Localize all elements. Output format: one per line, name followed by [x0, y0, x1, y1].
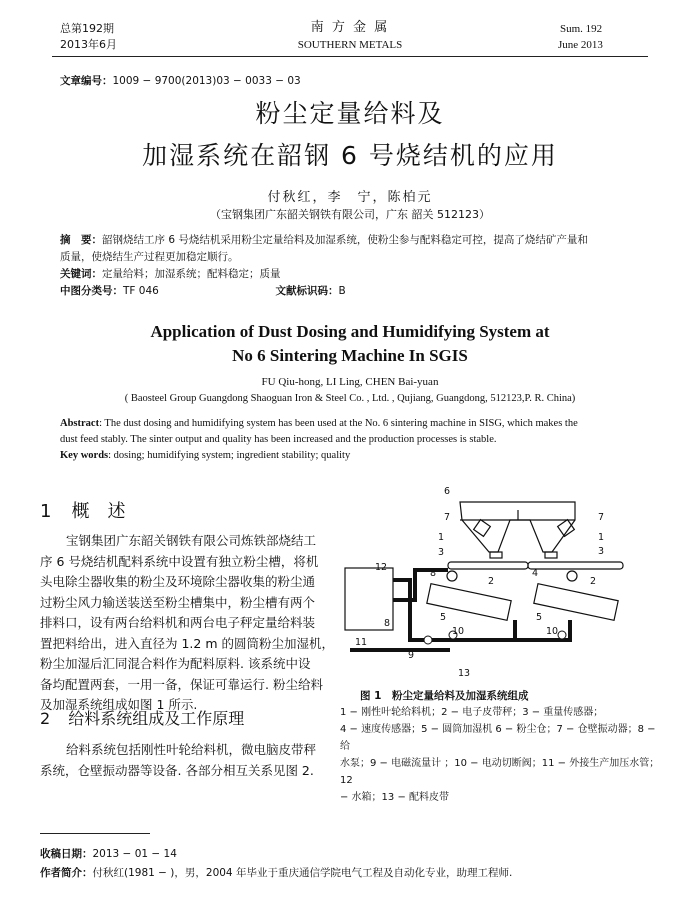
feeder-left [490, 552, 502, 558]
section1-line: 过粉尘风力输送装送至粉尘槽集中，粉尘槽有两个 [40, 594, 316, 610]
keywords-cn: 定量给料；加湿系统；配料稳定；质量 [102, 268, 281, 280]
section2-heading [40, 706, 244, 729]
section2-line: 给料系统包括刚性叶轮给料机，微电脑皮带秤 [66, 742, 317, 757]
footnote-rule [40, 833, 150, 834]
article-number-value: 1009 − 9700(2013)03 − 0033 − 03 [112, 75, 301, 87]
header-issue-en: Sum. 192 [560, 23, 603, 35]
figure-caption-line: 1 − 刚性叶轮给料机；2 − 电子皮带秤；3 − 重量传感器； [340, 707, 604, 718]
class-label: 中图分类号： [60, 285, 123, 297]
fig-label: 7 [598, 512, 605, 523]
authors-cn: 付秋红，李 宁，陈柏元 [267, 190, 433, 205]
header-date-en: June 2013 [558, 39, 603, 51]
abstract-en [60, 416, 650, 464]
vibrator-left [474, 520, 491, 537]
fig-label: 8 [384, 618, 391, 629]
fig-label: 1 [598, 532, 605, 543]
author-bio [40, 865, 512, 880]
belt-scale-right [528, 562, 623, 569]
section1-title: 概 述 [71, 501, 126, 522]
class-value: TF 046 [123, 285, 159, 297]
fig-label: 1 [438, 532, 445, 543]
fig-label: 8 [430, 568, 437, 579]
figure-1-caption-title: 图 1 粉尘定量给料及加湿系统组成 [360, 690, 529, 702]
abstract-en-label: Abstract [60, 418, 100, 429]
affiliation-cn: （宝钢集团广东韶关钢铁有限公司，广东 韶关 512123） [210, 208, 490, 221]
abstract-en-line2: dust feed stably. The sinter output and quality has been increased and the production processes is stable. [60, 434, 497, 445]
section1-line: 头电除尘器收集的粉尘及环境除尘器收集的粉尘通 [40, 574, 316, 589]
fig-label: 10 [546, 626, 559, 637]
fig-label: 7 [444, 512, 451, 523]
fig-label: 6 [444, 486, 451, 497]
section1-line: 及加湿系统组成如图 1 所示. [40, 697, 198, 712]
header-journal-en: SOUTHERN METALS [297, 39, 403, 51]
fig-label: 12 [375, 562, 388, 573]
title-cn-line1: 粉尘定量给料及 [255, 99, 445, 128]
article-number-label: 文章编号： [60, 75, 113, 87]
figure-caption-line: 水泵；9 − 电磁流量计 ；10 − 电动切断阀；11 − 外接生产加压水管；12 [340, 758, 660, 786]
abstract-cn [60, 232, 650, 300]
shutoff-valve-right [558, 631, 566, 639]
title-en-line2: No 6 Sintering Machine In SGIS [232, 346, 468, 365]
received-label: 收稿日期： [40, 848, 93, 860]
keywords-en: : dosing; humidifying system; ingredient stability; quality [108, 450, 351, 461]
abstract-cn-line2: 质量，使烧结生产过程更加稳定顺行。 [60, 251, 239, 263]
belt-scale-left [448, 562, 528, 569]
fig-label: 5 [536, 612, 543, 623]
weight-sensor-left [447, 571, 457, 581]
title-en-line1: Application of Dust Dosing and Humidifying System at [150, 322, 550, 341]
bio-label: 作者简介： [40, 867, 93, 879]
weight-sensor-right [567, 571, 577, 581]
flowmeter [424, 636, 432, 644]
fig-label: 11 [355, 637, 368, 648]
header-date-cn: 2013年6月 [60, 38, 117, 51]
figure-1-diagram [340, 480, 660, 680]
vibrator-right [558, 520, 575, 537]
keywords-en-label: Key words [60, 450, 109, 461]
header-issue-cn: 总第192期 [60, 22, 114, 35]
fig-label: 4 [532, 568, 539, 579]
fig-label: 2 [488, 576, 495, 587]
figure-caption-line: 4 − 速度传感器；5 − 圆筒加湿机 6 − 粉尘仓；7 − 仓壁振动器；8 − 给 [340, 724, 656, 752]
figure-1-caption [340, 704, 660, 806]
section1-heading [40, 497, 125, 523]
section1-line: 排料口，设有两台给料机和两台电子秤定量给料装 [40, 615, 316, 630]
section2-title: 给料系统组成及工作原理 [68, 709, 245, 728]
humidifier-drum-right [534, 584, 618, 621]
fig-label: 9 [408, 650, 415, 661]
section1-body [40, 531, 336, 716]
header-journal-cn: 南 方 金 属 [310, 20, 390, 35]
abstract-cn-line1: 韶钢烧结工序 6 号烧结机采用粉尘定量给料及加湿系统，使粉尘参与配料稳定可控，提高了烧结矿产量和 [102, 234, 588, 246]
title-cn-line2: 加湿系统在韶钢 6 号烧结机的应用 [142, 141, 558, 170]
fig-label: 10 [452, 626, 465, 637]
received-date [40, 846, 177, 861]
section1-line: 粉尘加湿后汇同混合料作为配料原料. 该系统中设 [40, 656, 311, 671]
fig-label: 5 [440, 612, 447, 623]
section2-line: 系统，仓壁振动器等设备. 各部分相互关系见图 2. [40, 762, 314, 778]
fig-label: 3 [438, 547, 445, 558]
section1-line: 置把料给出，进入直径为 1.2 m 的圆筒粉尘加湿机， [40, 635, 334, 651]
article-number [60, 73, 301, 90]
abstract-en-line1: : The dust dosing and humidifying system has been used at the No. 6 sintering machine in SISG, which makes the [99, 418, 578, 429]
figure-caption-line: − 水箱；13 − 配料皮带 [340, 792, 450, 803]
doc-value: B [338, 285, 346, 297]
fig-label: 13 [458, 668, 471, 679]
bio-text: 付秋红(1981 − )，男，2004 年毕业于重庆通信学院电气工程及自动化专业，助理工程师. [92, 867, 513, 879]
keywords-cn-label: 关键词： [60, 268, 102, 280]
header-rule [52, 56, 648, 57]
section1-line: 备均配置两套，一用一备，保证可靠运行. 粉尘给料 [40, 676, 323, 692]
authors-en: FU Qiu-hong, LI Ling, CHEN Bai-yuan [261, 376, 439, 388]
abstract-cn-label: 摘 要： [60, 234, 102, 246]
section1-line: 序 6 号烧结机配料系统中设置有独立粉尘槽，将机 [40, 553, 319, 569]
received-value: 2013 − 01 − 14 [92, 848, 177, 860]
section1-line: 宝钢集团广东韶关钢铁有限公司炼铁部烧结工 [66, 533, 317, 548]
section2-body [40, 740, 336, 781]
feeder-right [545, 552, 557, 558]
section1-number: 1 [40, 501, 52, 522]
section2-number: 2 [40, 709, 51, 728]
fig-label: 3 [598, 546, 605, 557]
fig-label: 2 [590, 576, 597, 587]
affiliation-en: ( Baosteel Group Guangdong Shaoguan Iron & Steel Co. , Ltd. , Qujiang, Guangdong, 512123,P. R. China) [124, 393, 576, 404]
doc-label: 文献标识码： [275, 285, 339, 297]
